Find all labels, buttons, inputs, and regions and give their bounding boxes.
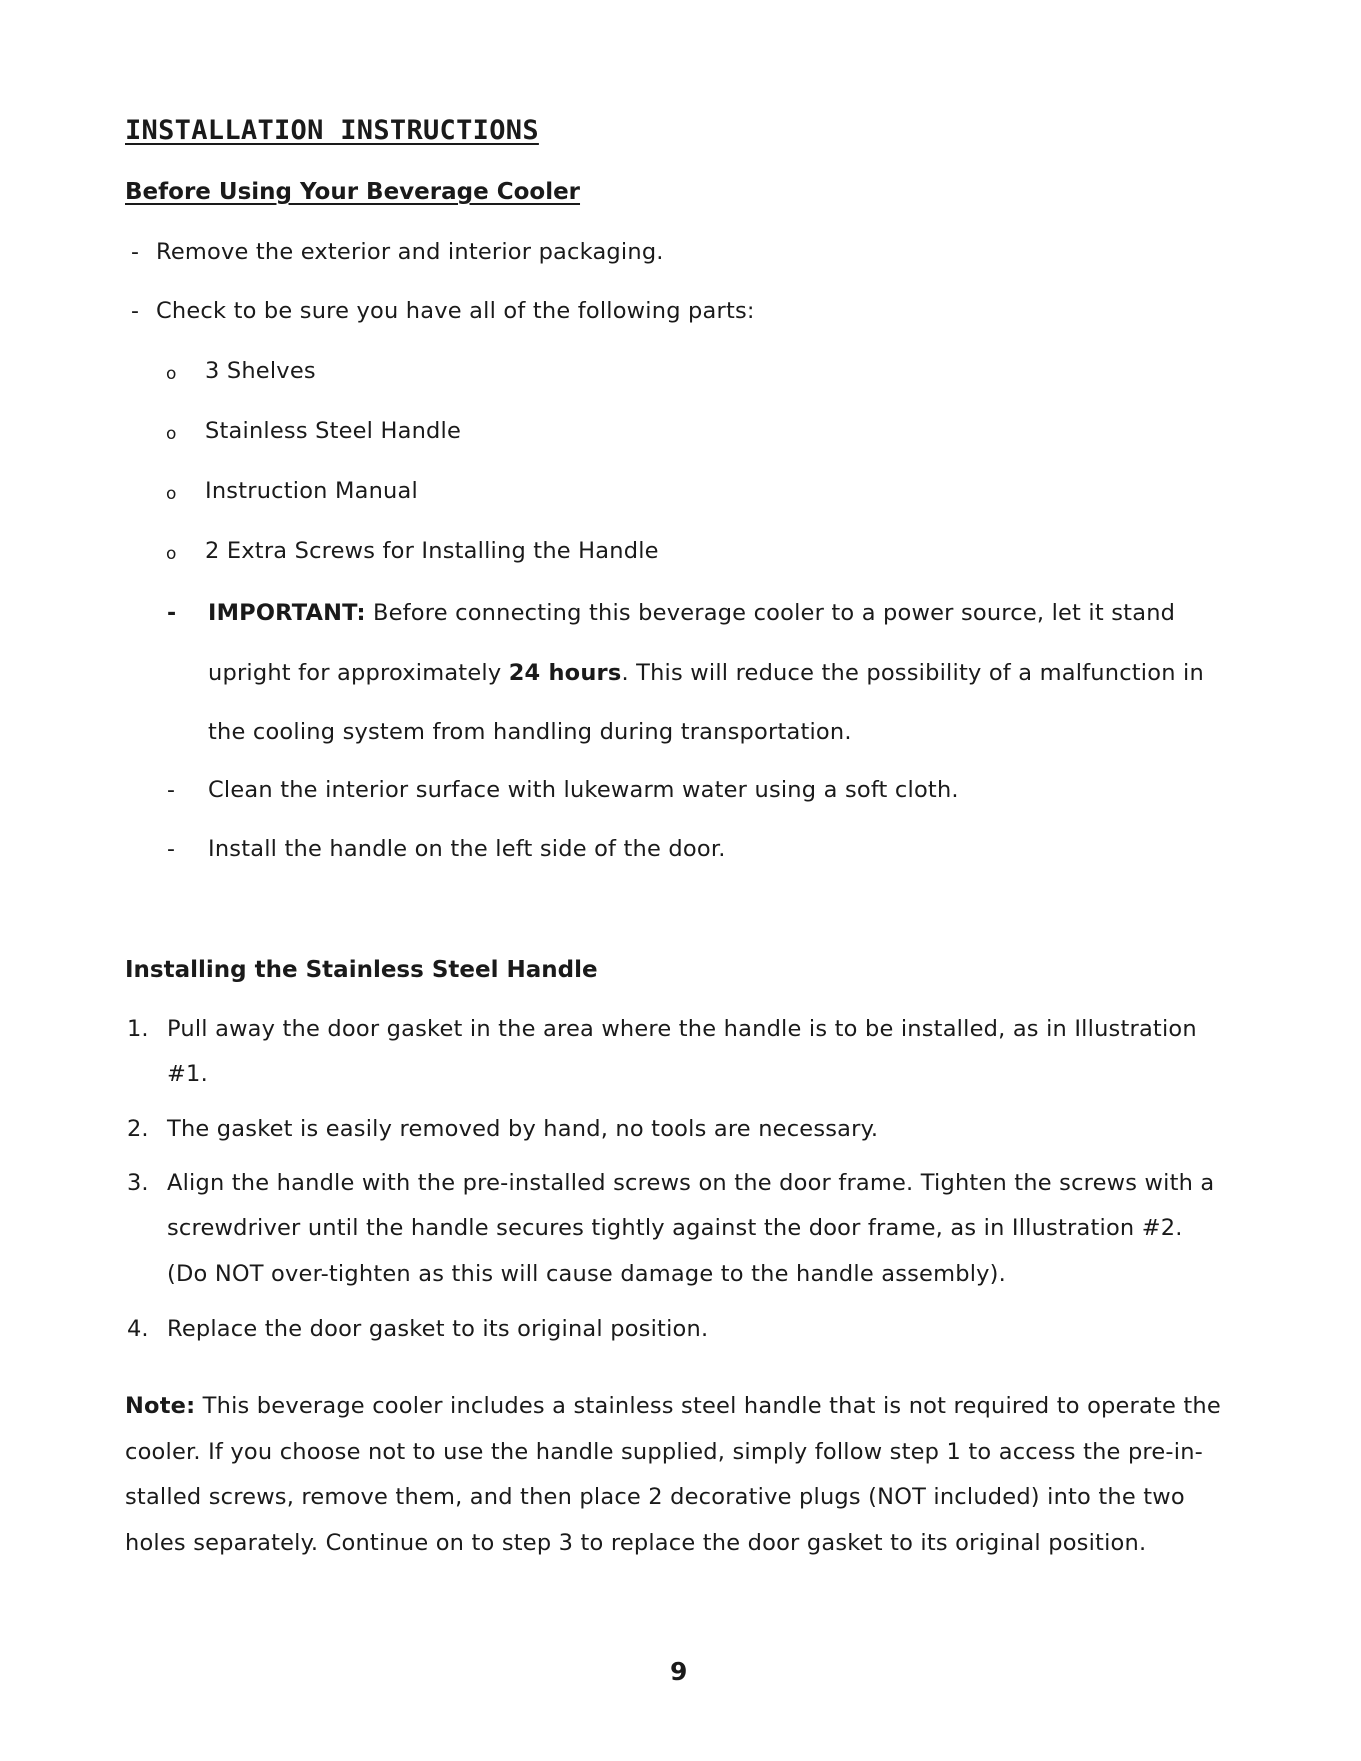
- important-text: upright for approximately: [208, 660, 509, 686]
- section-heading-installing-handle: Installing the Stainless Steel Handle: [125, 957, 598, 983]
- step-text: Replace the door gasket to its original position.: [167, 1316, 709, 1342]
- step-number: 2.: [127, 1116, 149, 1142]
- important-text: . This will reduce the possibility of a malfunction in: [621, 660, 1204, 686]
- important-line-2: [208, 660, 1204, 686]
- page-title: INSTALLATION INSTRUCTIONS: [125, 115, 539, 146]
- note-label: Note:: [125, 1393, 196, 1419]
- important-line-1: [208, 600, 1175, 626]
- list-item-text: Install the handle on the left side of the door.: [208, 836, 726, 862]
- important-line-3: the cooling system from handling during transportation.: [208, 719, 852, 745]
- note-line: cooler. If you choose not to use the handle supplied, simply follow step 1 to access the pre-in-: [125, 1439, 1203, 1465]
- bullet-circle: o: [166, 424, 177, 444]
- step-text: The gasket is easily removed by hand, no tools are necessary.: [167, 1116, 879, 1142]
- section-heading-before-using: Before Using Your Beverage Cooler: [125, 179, 581, 205]
- part-item: Stainless Steel Handle: [205, 418, 462, 444]
- step-text: (Do NOT over-tighten as this will cause damage to the handle assembly).: [167, 1261, 1006, 1287]
- part-item: Instruction Manual: [205, 478, 418, 504]
- step-number: 3.: [127, 1170, 149, 1196]
- step-number: 4.: [127, 1316, 149, 1342]
- step-text: screwdriver until the handle secures tightly against the door frame, as in Illustration #2.: [167, 1215, 1183, 1241]
- step-text: #1.: [167, 1061, 208, 1087]
- bullet-circle: o: [166, 544, 177, 564]
- list-marker: -: [167, 601, 177, 626]
- note-text: This beverage cooler includes a stainless steel handle that is not required to operate the: [195, 1393, 1221, 1419]
- list-marker: -: [167, 837, 175, 862]
- note-line: stalled screws, remove them, and then place 2 decorative plugs (NOT included) into the two: [125, 1484, 1185, 1510]
- important-text: Before connecting this beverage cooler to a power source, let it stand: [365, 600, 1176, 626]
- part-item: 3 Shelves: [205, 358, 316, 384]
- list-item-text: Remove the exterior and interior packaging.: [156, 239, 664, 265]
- step-text: Pull away the door gasket in the area where the handle is to be installed, as in Illustration: [167, 1016, 1197, 1042]
- list-marker: -: [167, 778, 175, 803]
- list-item-text: Check to be sure you have all of the following parts:: [156, 298, 755, 324]
- part-item: 2 Extra Screws for Installing the Handle: [205, 538, 659, 564]
- list-item-text: Clean the interior surface with lukewarm water using a soft cloth.: [208, 777, 959, 803]
- list-marker: -: [131, 240, 139, 265]
- bullet-circle: o: [166, 484, 177, 504]
- page-number: 9: [670, 1657, 688, 1686]
- important-label: IMPORTANT:: [208, 600, 366, 626]
- note-line: holes separately. Continue on to step 3 to replace the door gasket to its original position.: [125, 1530, 1147, 1556]
- important-duration: 24 hours: [508, 660, 622, 686]
- bullet-circle: o: [166, 364, 177, 384]
- list-marker: -: [131, 299, 139, 324]
- note-line: [125, 1393, 1221, 1419]
- step-number: 1.: [127, 1016, 149, 1042]
- step-text: Align the handle with the pre-installed screws on the door frame. Tighten the screws with a: [167, 1170, 1215, 1196]
